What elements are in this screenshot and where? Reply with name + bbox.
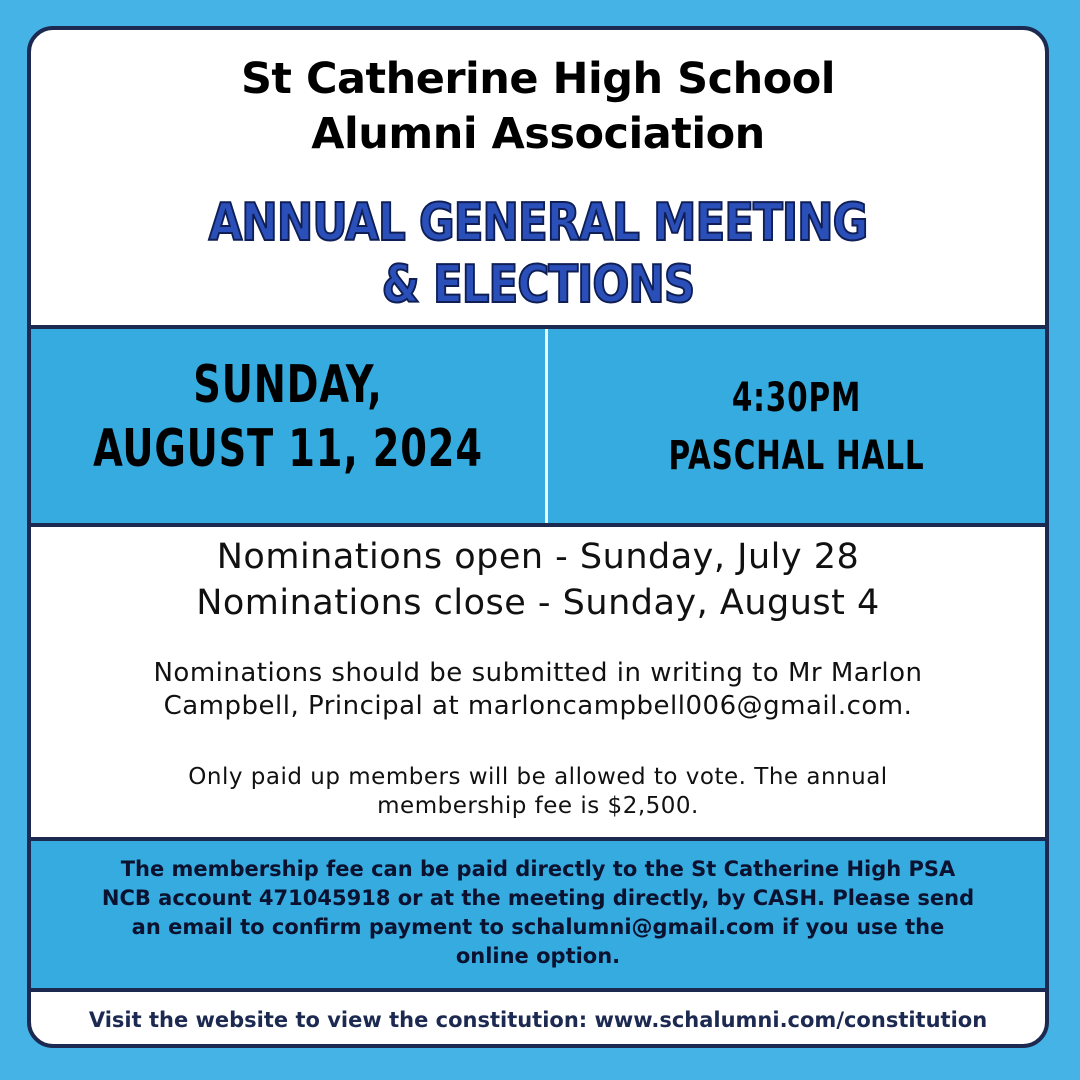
submission-line-2: Campbell, Principal at marloncampbell006@gmail.com. (163, 691, 913, 721)
nominations-close: Nominations close - Sunday, August 4 (196, 583, 880, 623)
details-divider (545, 329, 548, 523)
event-details-band (31, 325, 1045, 527)
payment-line-1: The membership fee can be paid directly to the St Catherine High PSA (120, 857, 956, 881)
voting-line-2: membership fee is $2,500. (377, 793, 699, 819)
org-line-2: Alumni Association (311, 109, 765, 159)
event-venue: PASCHAL HALL (668, 433, 925, 479)
event-time: 4:30PM (731, 375, 862, 421)
payment-line-3: an email to confirm payment to schalumni@gmail.com if you use the (131, 915, 945, 939)
nominations-open: Nominations open - Sunday, July 28 (216, 537, 860, 577)
website-note: Visit the website to view the constitution: www.schalumni.com/constitution (88, 1008, 988, 1032)
event-time-venue (593, 369, 1001, 485)
org-line-1: St Catherine High School (240, 54, 836, 104)
event-date (77, 353, 498, 481)
payment-info (39, 855, 1037, 971)
flyer-card (27, 26, 1049, 1048)
payment-line-4: online option. (455, 944, 621, 968)
submission-info (31, 657, 1045, 723)
nomination-dates (31, 534, 1045, 626)
voting-info (31, 763, 1045, 821)
payment-band (31, 837, 1045, 992)
headline-line-1: ANNUAL GENERAL MEETING (208, 193, 868, 253)
organization-name (31, 52, 1045, 162)
headline-line-2: & ELECTIONS (381, 255, 695, 315)
voting-line-1: Only paid up members will be allowed to vote. The annual (188, 764, 888, 790)
event-day: SUNDAY, (193, 355, 383, 415)
event-full-date: AUGUST 11, 2024 (93, 419, 483, 479)
payment-line-2: NCB account 471045918 or at the meeting directly, by CASH. Please send (101, 886, 975, 910)
event-headline (66, 192, 1009, 316)
submission-line-1: Nominations should be submitted in writing to Mr Marlon (153, 658, 923, 688)
